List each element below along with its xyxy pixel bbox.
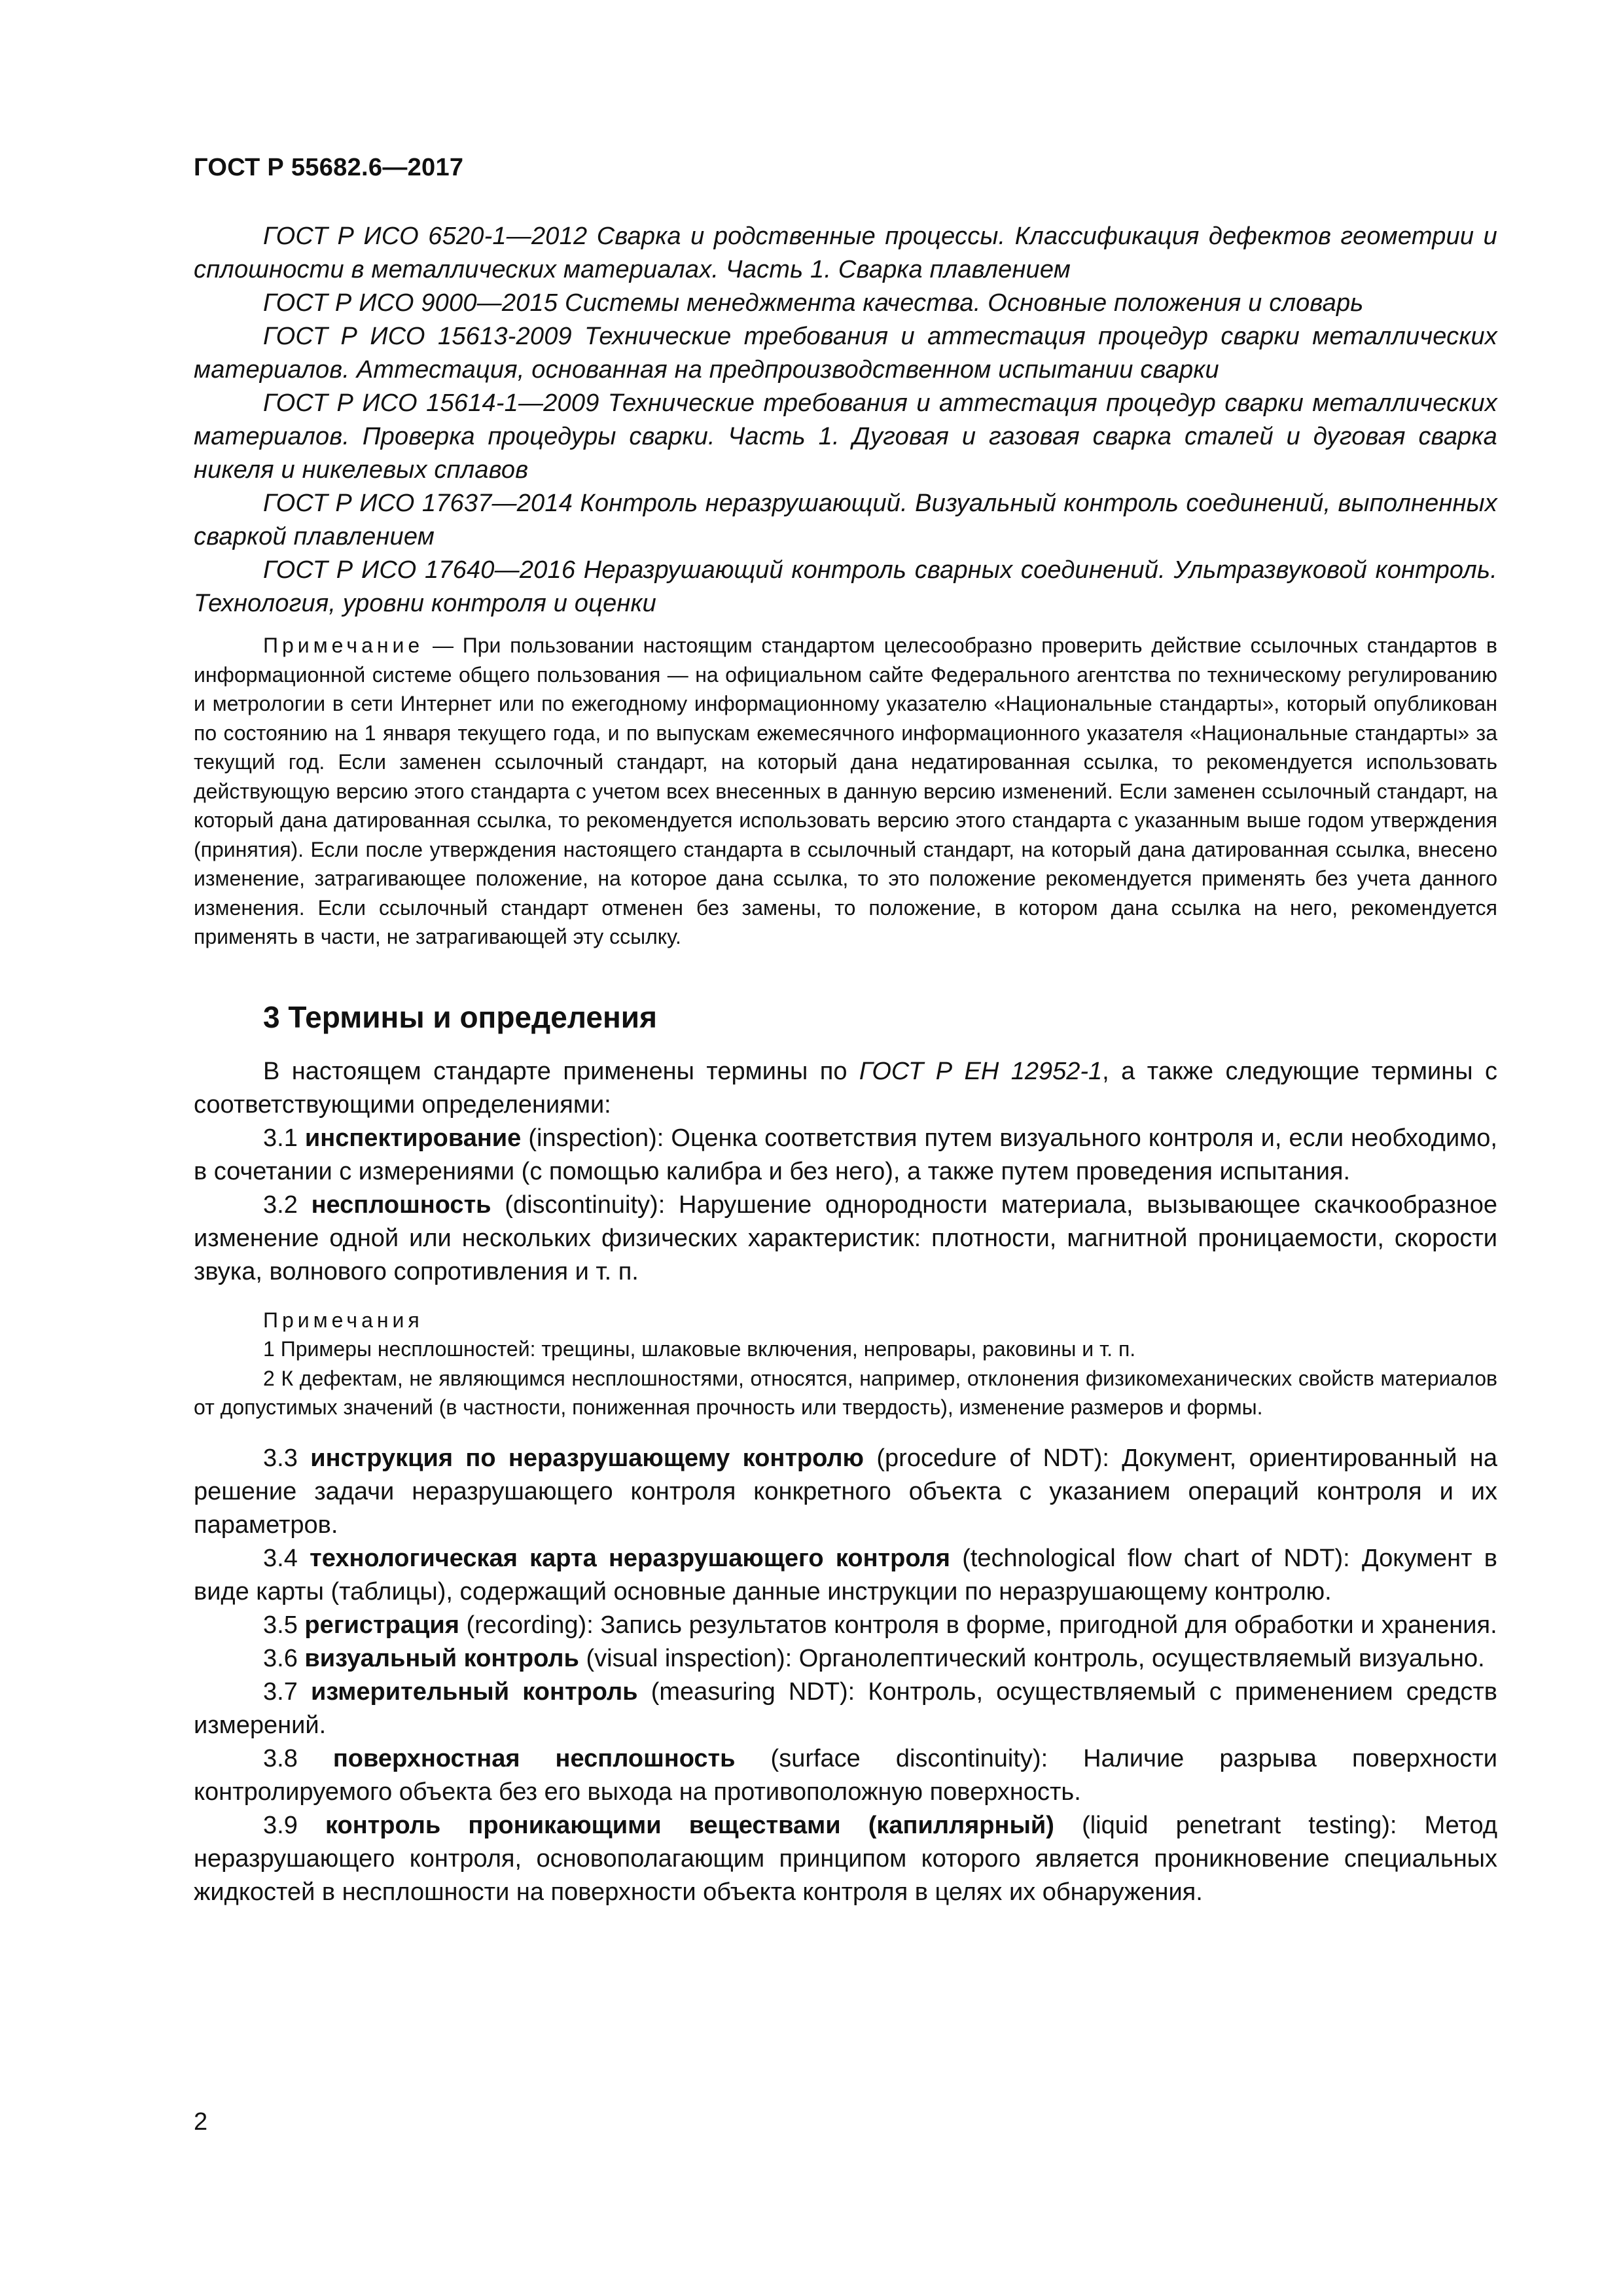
- term-definition: [194, 1642, 1497, 1676]
- term-name: инспектирование: [304, 1124, 522, 1152]
- term-name: измерительный контроль: [310, 1677, 638, 1706]
- note-label: Примечание: [263, 634, 424, 657]
- term-number: 3.8: [263, 1744, 333, 1772]
- term-number: 3.9: [263, 1811, 325, 1839]
- page-content: [194, 220, 1497, 1909]
- note-item: 1 Примеры несплошностей: трещины, шлаковые включения, непровары, раковины и т. п.: [263, 1337, 1136, 1361]
- reference-item: ГОСТ Р ИСО 9000—2015 Системы менеджмента качества. Основные положения и словарь: [263, 289, 1364, 317]
- term-def: (visual inspection): Органолептический контроль, осуществляемый визуально.: [579, 1644, 1485, 1672]
- term-number: 3.3: [263, 1444, 311, 1472]
- reference-item: ГОСТ Р ИСО 15613-2009 Технические требования и аттестация процедур сварки металлических материалов. Аттестация, основанная на предпроизводственном испытании сварки: [194, 323, 1497, 384]
- term-definition: [194, 1609, 1497, 1642]
- term-name: инструкция по неразрушающему контролю: [310, 1444, 865, 1472]
- term-definition: [194, 1442, 1497, 1542]
- reference-item: ГОСТ Р ИСО 15614-1—2009 Технические требования и аттестация процедур сварки металлических материалов. Проверка процедуры сварки. Часть 1. Дуговая и газовая сварка сталей и дуговая сварка никеля и никелевых сплавов: [194, 389, 1497, 484]
- term-name: поверхностная несплошность: [332, 1744, 736, 1772]
- note-text: — При пользовании настоящим стандартом целесообразно проверить действие ссылочных стандартов в информационной системе общего пользования — на официальном сайте Федерального агентства по техническому регулированию и метрологии в сети Интернет или по ежегодному информационному указателю «Национальные стандарты», который опубликован по состоянию на 1 января текущего года, и по выпускам ежемесячного информационного указателя «Национальные стандарты» за текущий год. Если заменен ссылочный стандарт, на который дана недатированная ссылка, то рекомендуется использовать действующую версию этого стандарта с учетом всех внесенных в данную версию изменений. Если заменен ссылочный стандарт, на который дана датированная ссылка, то рекомендуется использовать версию этого стандарта с указанным выше годом утверждения (принятия). Если после утверждения настоящего стандарта в ссылочный стандарт, на который дана датированная ссылка, внесено изменение, затрагивающее положение, на которое дана ссылка, то это положение рекомендуется применять без учета данного изменения. Если ссылочный стандарт отменен без замены, то положение, в котором дана ссылка на него, рекомендуется применять в части, не затрагивающей эту ссылку.: [194, 634, 1497, 948]
- term-definition: [194, 1742, 1497, 1809]
- term-notes: [194, 1306, 1497, 1422]
- term-name: визуальный контроль: [304, 1644, 579, 1672]
- term-definition: [194, 1189, 1497, 1289]
- term-definition: [194, 1676, 1497, 1742]
- page-number: 2: [194, 2108, 208, 2136]
- section-intro: [194, 1055, 1497, 1122]
- term-def: (surface discontinuity): Наличие разрыва поверхности контролируемого объекта без его выхода на противоположную поверхность.: [194, 1744, 1498, 1806]
- term-number: 3.7: [263, 1677, 311, 1706]
- term-number: 3.2: [263, 1191, 312, 1219]
- note-item: 2 К дефектам, не являющимся несплошностями, относятся, например, отклонения физикомеханических свойств материалов от допустимых значений (в частности, пониженная прочность или твердость), изменение размеров и формы.: [194, 1366, 1497, 1419]
- term-def: (discontinuity): Нарушение однородности материала, вызывающее скачкообразное изменение одной или нескольких физических характеристик: плотности, магнитной проницаемости, скорости звука, волнового сопротивления и т. п.: [194, 1191, 1497, 1285]
- intro-text-end: , а также следующие термины с соответствующими определениями:: [194, 1057, 1497, 1119]
- section-heading: 3 Термины и определения: [263, 999, 657, 1034]
- term-def: (procedure of NDT): Документ, ориентированный на решение задачи неразрушающего контроля конкретного объекта с указанием операций контроля и их параметров.: [194, 1444, 1497, 1539]
- intro-text: В настоящем стандарте применены термины по: [263, 1057, 859, 1085]
- term-number: 3.4: [263, 1544, 310, 1572]
- term-name: контроль проникающими веществами (капиллярный): [325, 1811, 1054, 1839]
- term-definition: [194, 1542, 1497, 1609]
- term-def: (measuring NDT): Контроль, осуществляемый с применением средств измерений.: [194, 1677, 1497, 1739]
- term-name: технологическая карта неразрушающего контроля: [310, 1544, 950, 1572]
- notes-title: Примечания: [263, 1308, 423, 1332]
- term-number: 3.6: [263, 1644, 305, 1672]
- term-def: (liquid penetrant testing): Метод неразрушающего контроля, основополагающим принципом которого является проникновение специальных жидкостей в несплошности на поверхности объекта контроля в целях их обнаружения.: [194, 1811, 1498, 1906]
- intro-reference: ГОСТ Р ЕН 12952-1: [859, 1057, 1103, 1085]
- reference-list: [194, 220, 1497, 620]
- term-def: (technological flow chart of NDT): Документ в виде карты (таблицы), содержащий основные данные инструкции по неразрушающему контролю.: [194, 1544, 1497, 1605]
- reference-item: ГОСТ Р ИСО 17637—2014 Контроль неразрушающий. Визуальный контроль соединений, выполненных сваркой плавлением: [194, 490, 1497, 550]
- term-def: (inspection): Оценка соответствия путем визуального контроля и, если необходимо, в сочетании с измерениями (с помощью калибра и без него), а также путем проведения испытания.: [194, 1124, 1497, 1185]
- reference-item: ГОСТ Р ИСО 6520-1—2012 Сварка и родственные процессы. Классификация дефектов геометрии и сплошности в металлических материалах. Часть 1. Сварка плавлением: [194, 223, 1497, 283]
- term-name: несплошность: [311, 1191, 491, 1219]
- term-definition: [194, 1809, 1497, 1909]
- term-number: 3.1: [263, 1124, 305, 1152]
- reference-item: ГОСТ Р ИСО 17640—2016 Неразрушающий контроль сварных соединений. Ультразвуковой контроль. Технология, уровни контроля и оценки: [194, 556, 1497, 617]
- term-def: (recording): Запись результатов контроля в форме, пригодной для обработки и хранения.: [459, 1611, 1497, 1639]
- term-definition: [194, 1122, 1497, 1189]
- term-name: регистрация: [304, 1611, 459, 1639]
- document-header: ГОСТ Р 55682.6—2017: [194, 154, 464, 181]
- references-note: [194, 631, 1497, 952]
- term-number: 3.5: [263, 1611, 305, 1639]
